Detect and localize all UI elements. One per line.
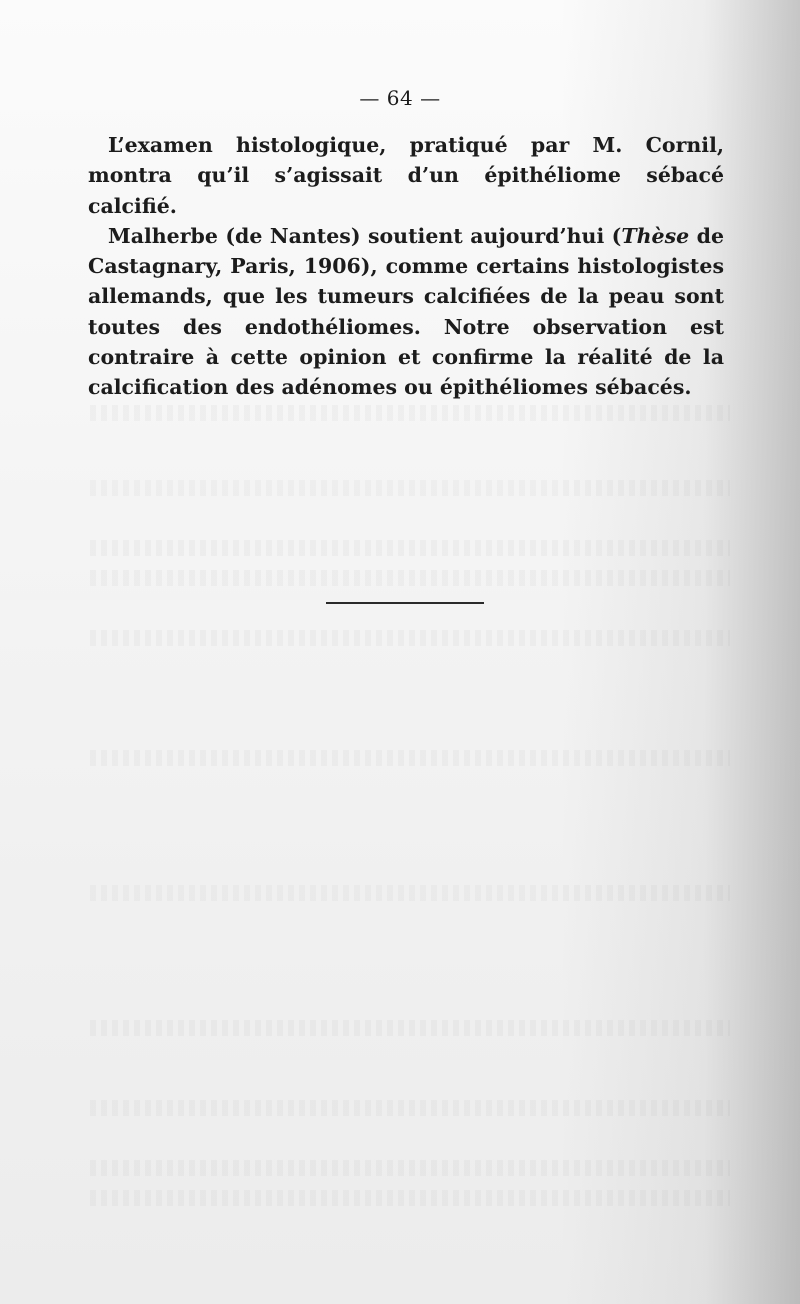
bleed-through-line (90, 570, 730, 586)
thesis-italic: Thèse (621, 223, 690, 248)
bleed-through-line (90, 885, 730, 901)
bleed-through-line (90, 540, 730, 556)
bleed-through-line (90, 750, 730, 766)
bleed-through-line (90, 1100, 730, 1116)
body-text (88, 130, 724, 403)
paragraph-malherbe (88, 221, 724, 403)
page-number: — 64 — (359, 86, 441, 110)
section-separator-rule (326, 602, 484, 604)
paragraph-malherbe-end: de Castagnary, Paris, 1906), comme certains histologistes allemands, que les tumeurs calcifiées de la peau sont toutes des endothéliomes. Notre observation est contraire à cette opinion et confirme la réalité de la calcification des adénomes ou épithéliomes sébacés. (88, 223, 725, 400)
bleed-through-line (90, 630, 730, 646)
bleed-through-line (90, 1160, 730, 1176)
bleed-through-line (90, 1020, 730, 1036)
bleed-through-line (90, 480, 730, 496)
bleed-through-line (90, 405, 730, 421)
paragraph-malherbe-start: Malherbe (de Nantes) soutient aujourd’hui ( (108, 223, 622, 248)
paragraph-histology: L’examen histologique, pratiqué par M. Cornil, montra qu’il s’agissait d’un épithéliome sébacé calcifié. (88, 133, 724, 218)
bleed-through-line (90, 1190, 730, 1206)
